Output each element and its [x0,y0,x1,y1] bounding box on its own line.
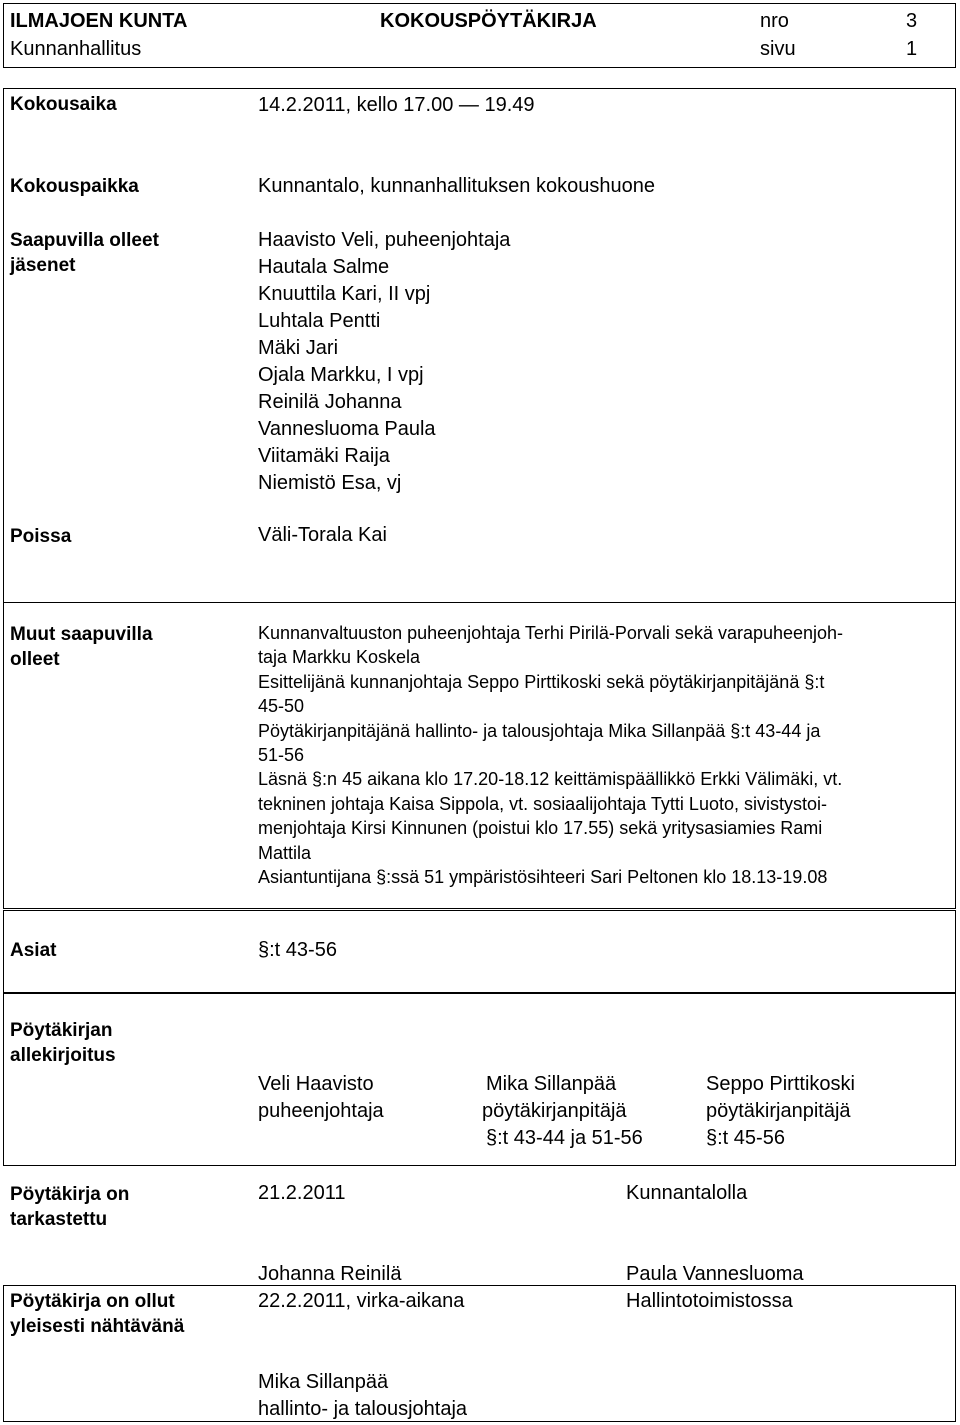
member-name: Ojala Markku, I vpj [258,364,424,386]
nro-label: nro [760,10,789,32]
matters-label: Asiat [10,940,57,961]
member-name: Reinilä Johanna [258,391,402,413]
members-label: Saapuvilla olleet jäsenet [10,230,159,276]
member-name: Luhtala Pentti [258,310,381,332]
signer-name: Veli Haavisto [258,1073,374,1095]
others-line: Asiantuntijana §:ssä 51 ympäristösihteeri Sari Peltonen klo 18.13-19.08 [258,867,828,888]
signer-name: Seppo Pirttikoski [706,1073,855,1095]
sivu-value: 1 [906,38,918,60]
member-name: Vannesluoma Paula [258,418,436,440]
matters-value: §:t 43-56 [258,939,337,961]
signer-extra: §:t 43-44 ja 51-56 [486,1127,643,1149]
public-display-date: 22.2.2011, virka-aikana [258,1290,465,1312]
inspection-place: Kunnantalolla [626,1182,748,1204]
venue-value: Kunnantalo, kunnanhallituksen kokoushuone [258,175,655,197]
body-name: Kunnanhallitus [10,38,142,60]
separator-line [3,602,956,603]
member-name: Haavisto Veli, puheenjohtaja [258,229,511,251]
signer-role: pöytäkirjanpitäjä [482,1100,627,1122]
others-label: Muut saapuvilla olleet [10,624,153,670]
inspection-label: Pöytäkirja on tarkastettu [10,1184,130,1230]
public-display-label: Pöytäkirja on ollut yleisesti nähtävänä [10,1291,185,1337]
signatures-label: Pöytäkirjan allekirjoitus [10,1020,116,1066]
member-name: Knuuttila Kari, II vpj [258,283,431,305]
inspector-name: Paula Vannesluoma [626,1263,804,1285]
document-type: KOKOUSPÖYTÄKIRJA [380,10,597,32]
others-line: menjohtaja Kirsi Kinnunen (poistui klo 17.55) sekä yritysasiamies Rami [258,818,823,839]
matters-box [3,910,956,993]
signer-extra: §:t 45-56 [706,1127,785,1149]
certifier-role: hallinto- ja talousjohtaja [258,1398,468,1420]
absent-label: Poissa [10,526,72,547]
others-line: Pöytäkirjanpitäjänä hallinto- ja talousjohtaja Mika Sillanpää §:t 43-44 ja [258,720,821,741]
others-line: Mattila [258,842,312,863]
others-line: tekninen johtaja Kaisa Sippola, vt. sosiaalijohtaja Tytti Luoto, sivistystoi- [258,793,827,814]
inspection-date: 21.2.2011 [258,1182,346,1204]
inspector-name: Johanna Reinilä [258,1263,402,1285]
meeting-time-label: Kokousaika [10,94,117,115]
nro-value: 3 [906,10,918,32]
municipality-name: ILMAJOEN KUNTA [10,10,188,32]
certifier-name: Mika Sillanpää [258,1371,389,1393]
venue-label: Kokouspaikka [10,176,139,197]
meeting-time-value: 14.2.2011, kello 17.00 — 19.49 [258,94,535,116]
member-name: Hautala Salme [258,256,390,278]
signer-role: puheenjohtaja [258,1100,384,1122]
others-line: 51-56 [258,745,305,766]
signer-role: pöytäkirjanpitäjä [706,1100,851,1122]
member-name: Mäki Jari [258,337,339,359]
member-name: Niemistö Esa, vj [258,472,402,494]
members-list [258,227,510,497]
others-line: Kunnanvaltuuston puheenjohtaja Terhi Pirilä-Porvali sekä varapuheenjoh- [258,623,844,643]
others-line: Läsnä §:n 45 aikana klo 17.20-18.12 keittämispäällikkö Erkki Välimäki, vt. [258,769,843,790]
sivu-label: sivu [760,38,796,60]
others-line: taja Markku Koskela [258,647,421,668]
others-line: Esittelijänä kunnanjohtaja Seppo Pirttikoski sekä pöytäkirjanpitäjänä §:t [258,671,825,692]
public-display-place: Hallintotoimistossa [626,1290,793,1312]
others-line: 45-50 [258,696,305,717]
signer-name: Mika Sillanpää [486,1073,617,1095]
absent-value: Väli-Torala Kai [258,524,387,546]
others-text [258,621,843,889]
member-name: Viitamäki Raija [258,445,390,467]
